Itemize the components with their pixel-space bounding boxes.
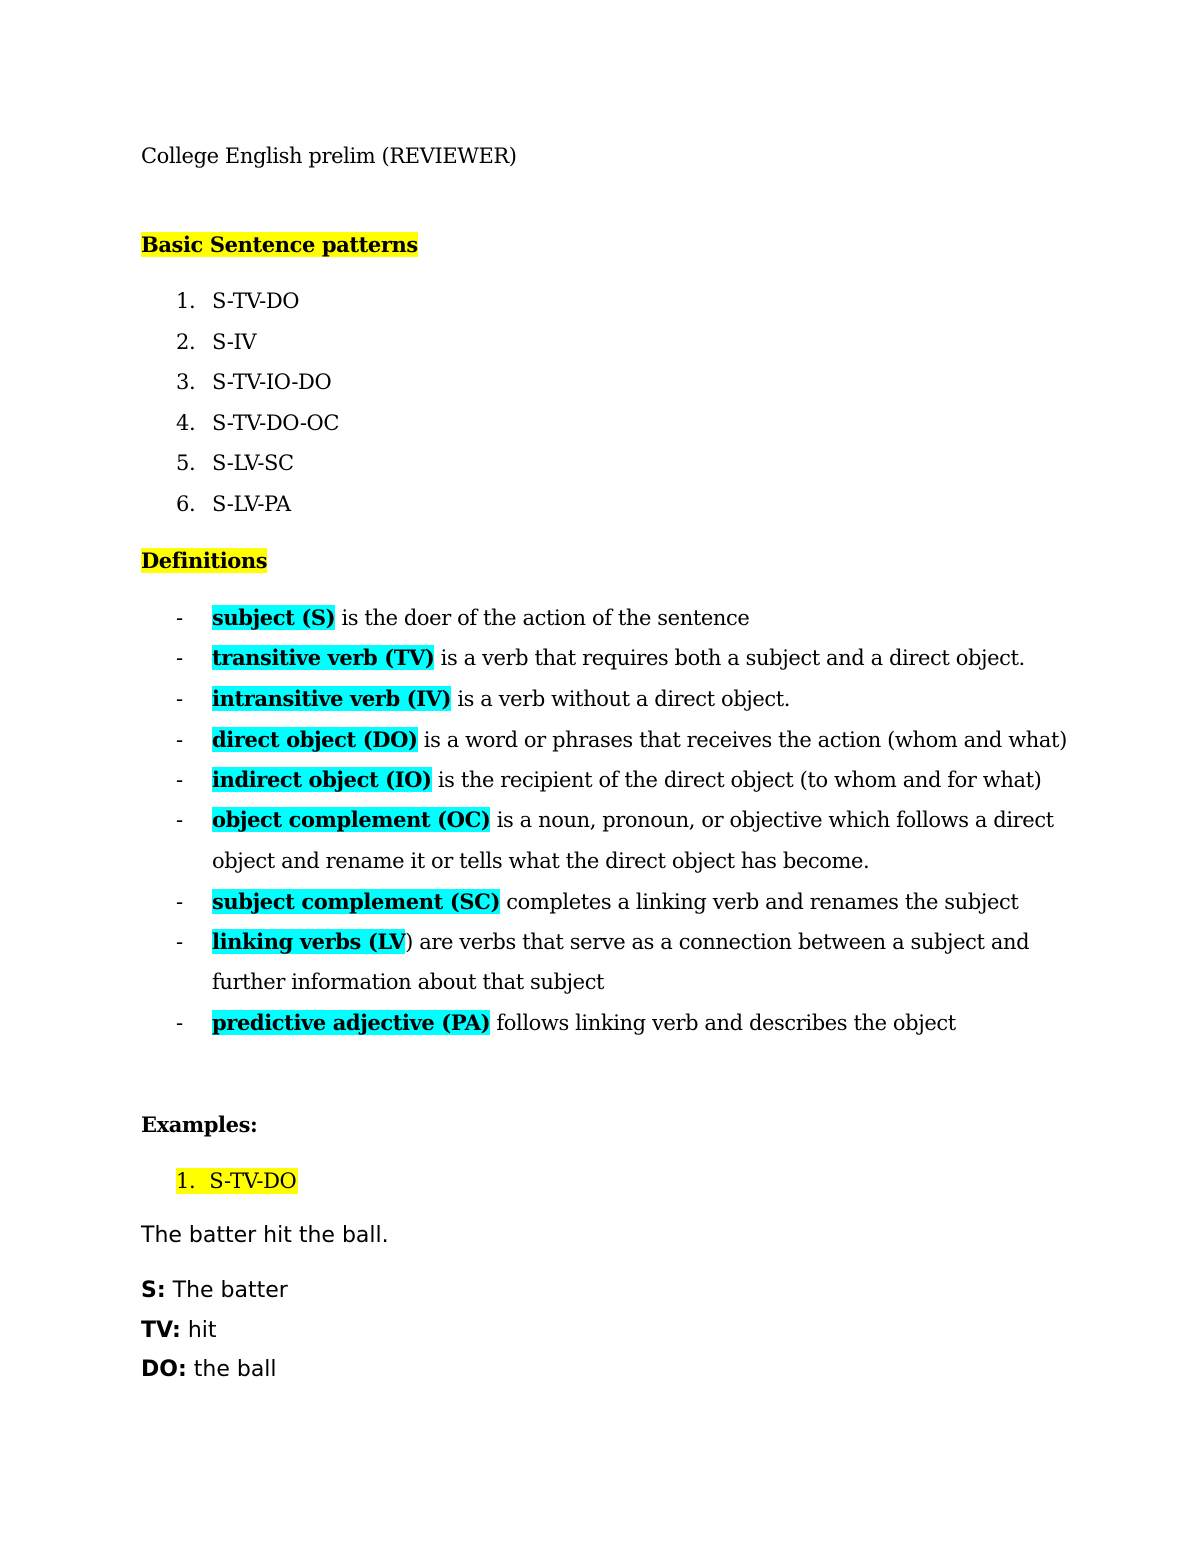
list-number: 1.	[176, 289, 196, 313]
dash-bullet: -	[176, 808, 183, 832]
examples-heading: Examples:	[141, 1112, 258, 1137]
part-value: hit	[180, 1318, 217, 1343]
definitions-heading-text: Definitions	[141, 548, 268, 573]
example-sentence: The batter hit the ball.	[141, 1223, 389, 1248]
part-label: TV:	[141, 1318, 181, 1343]
definitions-heading	[141, 548, 267, 574]
list-text: S-IV	[212, 330, 257, 354]
dash-bullet: -	[176, 1011, 183, 1035]
definition-continuation: further information about that subject	[212, 970, 605, 994]
dash-bullet: -	[176, 606, 183, 630]
list-text: S-LV-SC	[212, 451, 294, 475]
definition-body: follows linking verb and describes the object	[490, 1011, 956, 1035]
definition-text	[212, 929, 1029, 955]
list-text: S-TV-IO-DO	[212, 370, 332, 394]
dash-bullet: -	[176, 646, 183, 670]
definition-body: ) are verbs that serve as a connection between a subject and	[405, 930, 1030, 954]
definition-term: indirect object (IO)	[212, 767, 432, 792]
part-label: S:	[141, 1278, 166, 1303]
document-title: College English prelim (REVIEWER)	[141, 144, 517, 168]
definition-term: intransitive verb (IV)	[212, 686, 452, 711]
dash-bullet: -	[176, 930, 183, 954]
list-number: 3.	[176, 370, 196, 394]
list-text: S-TV-DO	[212, 289, 300, 313]
definition-term: direct object (DO)	[212, 727, 418, 752]
definition-term: subject (S)	[212, 605, 336, 630]
definition-term: linking verbs (LV	[212, 929, 406, 954]
definition-body: is a verb without a direct object.	[451, 687, 791, 711]
definition-text	[212, 605, 749, 631]
definition-term: object complement (OC)	[212, 807, 491, 832]
definition-text	[212, 645, 1025, 671]
list-number: 5.	[176, 451, 196, 475]
part-value: the ball	[186, 1357, 277, 1382]
definition-text	[212, 1010, 956, 1036]
definition-body: is a word or phrases that receives the action (whom and what)	[417, 728, 1067, 752]
definition-body: is a verb that requires both a subject and a direct object.	[434, 646, 1025, 670]
dash-bullet: -	[176, 890, 183, 914]
part-label: DO:	[141, 1357, 187, 1382]
definition-body: is the doer of the action of the sentence	[335, 606, 750, 630]
list-text: S-TV-DO-OC	[212, 411, 340, 435]
example-pattern-highlight	[176, 1168, 298, 1194]
definition-text	[212, 727, 1067, 753]
example-pattern: S-TV-DO	[209, 1169, 297, 1193]
definition-body: is a noun, pronoun, or objective which follows a direct	[490, 808, 1054, 832]
example-part	[141, 1357, 277, 1383]
definition-continuation: object and rename it or tells what the direct object has become.	[212, 849, 870, 873]
part-value: The batter	[165, 1278, 288, 1303]
definition-text	[212, 889, 1018, 915]
patterns-heading-text: Basic Sentence patterns	[141, 232, 418, 257]
dash-bullet: -	[176, 728, 183, 752]
definition-text	[212, 686, 790, 712]
list-number: 2.	[176, 330, 196, 354]
list-number: 1.	[176, 1169, 196, 1193]
definition-body: completes a linking verb and renames the subject	[499, 890, 1019, 914]
list-text: S-LV-PA	[212, 492, 291, 516]
list-number: 4.	[176, 411, 196, 435]
patterns-heading	[141, 232, 418, 258]
dash-bullet: -	[176, 768, 183, 792]
definition-text	[212, 807, 1054, 833]
list-number: 6.	[176, 492, 196, 516]
example-part	[141, 1318, 217, 1344]
definition-body: is the recipient of the direct object (to whom and for what)	[431, 768, 1042, 792]
dash-bullet: -	[176, 687, 183, 711]
definition-term: predictive adjective (PA)	[212, 1010, 491, 1035]
definition-text	[212, 767, 1041, 793]
definition-term: transitive verb (TV)	[212, 645, 435, 670]
example-part	[141, 1278, 288, 1304]
definition-term: subject complement (SC)	[212, 889, 500, 914]
